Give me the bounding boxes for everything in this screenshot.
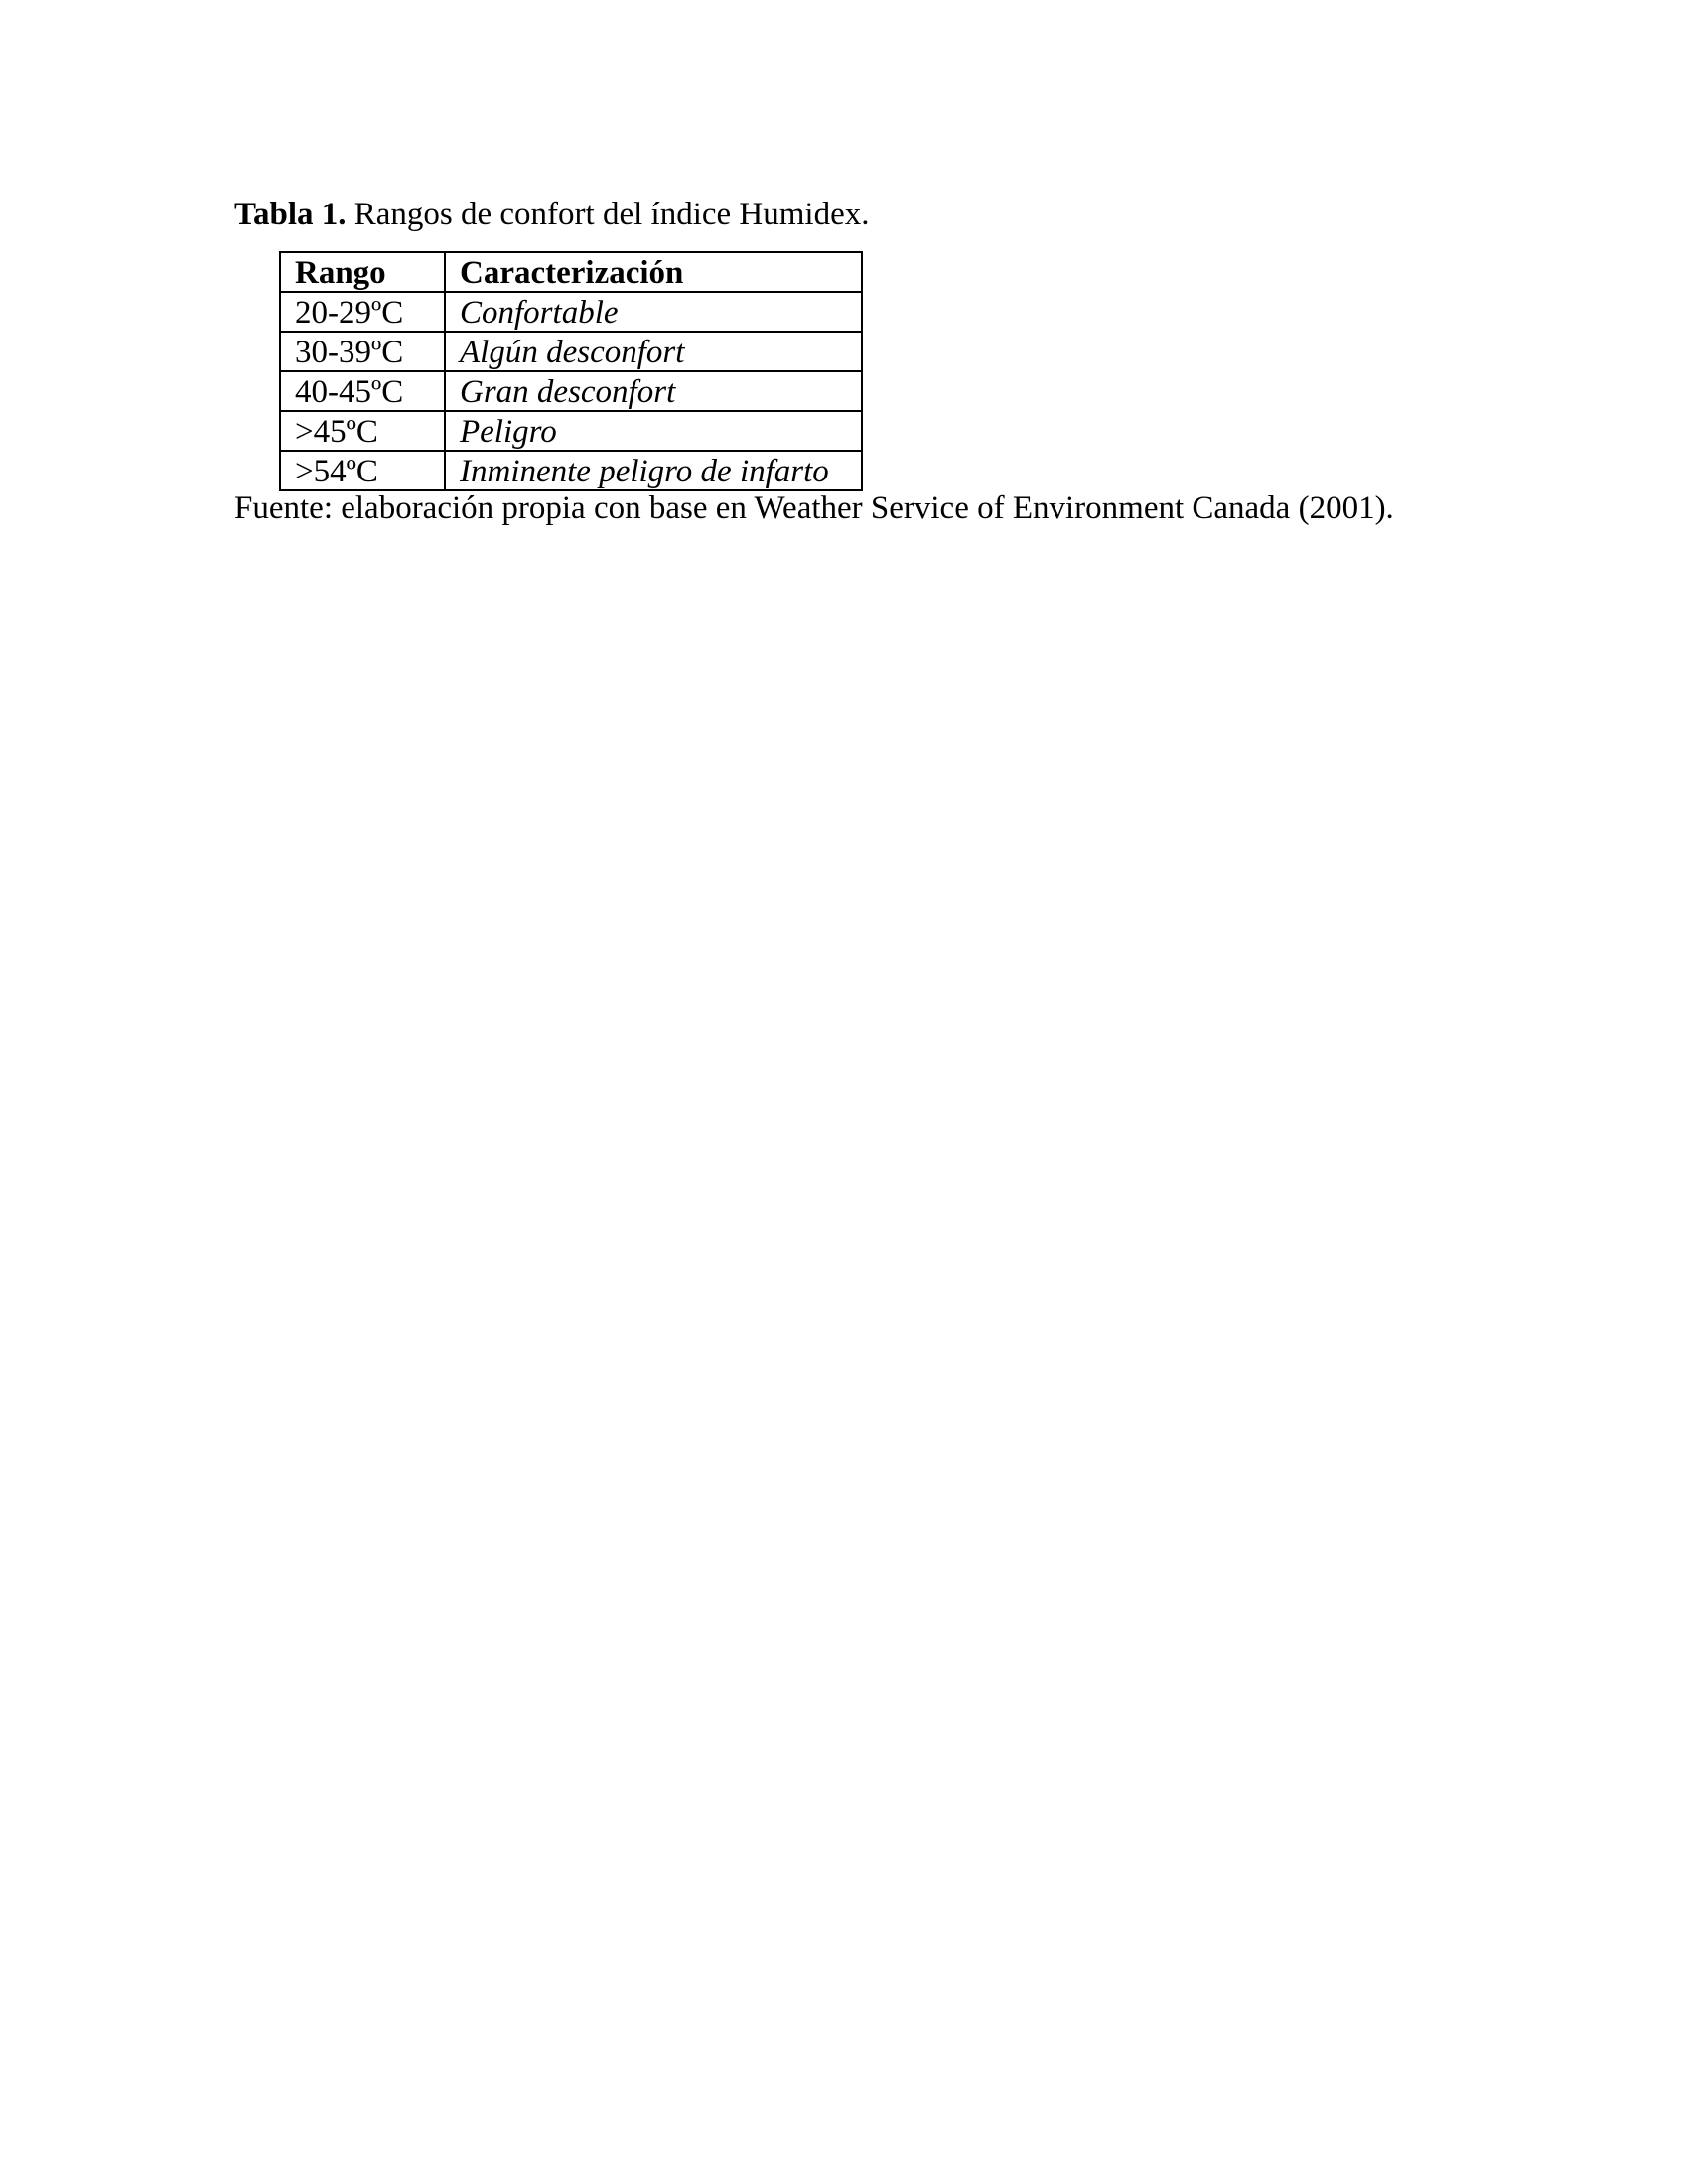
range-cell: 30-39ºC (280, 332, 445, 371)
table-header-row (280, 252, 862, 292)
humidex-comfort-table (279, 251, 863, 491)
characterization-cell: Confortable (445, 292, 862, 332)
table-caption-text: Rangos de confort del índice Humidex. (346, 197, 870, 232)
characterization-cell: Gran desconfort (445, 371, 862, 411)
range-cell: >54ºC (280, 451, 445, 490)
table-row (280, 332, 862, 371)
column-header-range: Rango (280, 252, 445, 292)
table-row (280, 451, 862, 490)
table-source-note: Fuente: elaboración propia con base en Weather Service of Environment Canada (2001). (234, 490, 1394, 526)
range-cell: >45ºC (280, 411, 445, 451)
characterization-cell: Inminente peligro de infarto (445, 451, 862, 490)
characterization-cell: Peligro (445, 411, 862, 451)
range-cell: 20-29ºC (280, 292, 445, 332)
characterization-cell: Algún desconfort (445, 332, 862, 371)
table-row (280, 292, 862, 332)
column-header-characterization: Caracterización (445, 252, 862, 292)
range-cell: 40-45ºC (280, 371, 445, 411)
table-row (280, 371, 862, 411)
table-row (280, 411, 862, 451)
table-caption (234, 195, 869, 234)
table-caption-label: Tabla 1. (234, 197, 347, 232)
